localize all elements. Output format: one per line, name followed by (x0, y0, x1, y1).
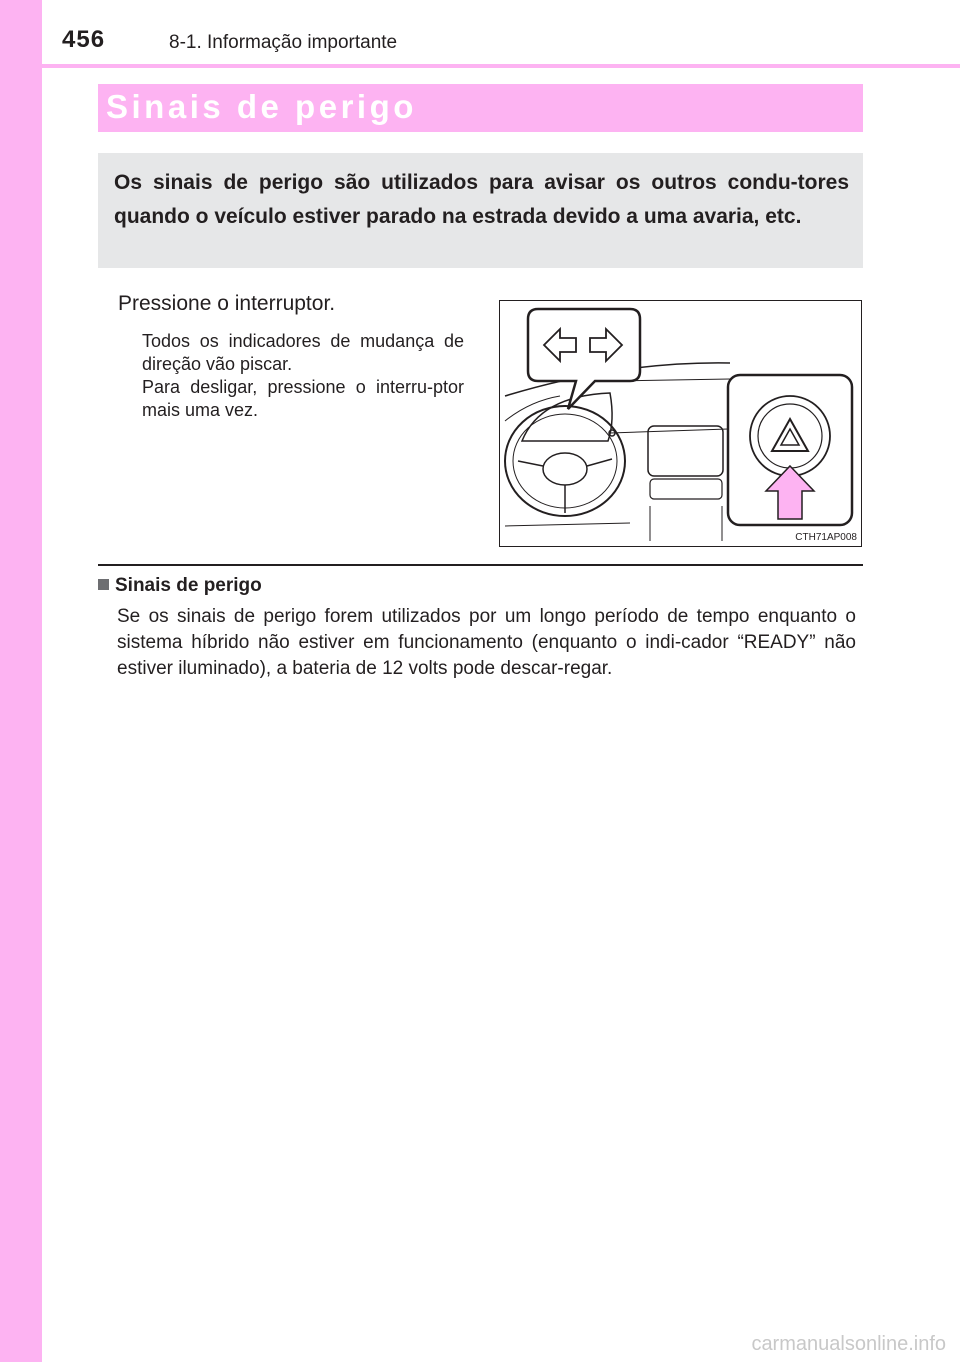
note-heading-text: Sinais de perigo (115, 575, 262, 596)
chapter-title: 8-1. Informação importante (169, 32, 398, 53)
square-bullet-icon (98, 579, 109, 590)
instruction-detail-line2: Para desligar, pressione o interru-ptor mais uma vez. (142, 377, 464, 420)
figure-code: CTH71AP008 (795, 532, 857, 543)
page-number: 456 (62, 26, 106, 53)
instruction-detail (142, 330, 464, 422)
hazard-switch-illustration (499, 300, 862, 547)
intro-text: Os sinais de perigo são utilizados para avisar os outros condu-tores quando o veículo estiver parado na estrada devido a uma avaria, etc. (114, 171, 849, 228)
section-banner (98, 84, 863, 132)
dashboard-drawing (500, 301, 861, 546)
side-color-strip (0, 0, 42, 1362)
section-divider (98, 564, 863, 566)
instruction-step: Pressione o interruptor. (118, 292, 336, 315)
note-body: Se os sinais de perigo forem utilizados por um longo período de tempo enquanto o sistema híbrido não estiver em funcionamento (enquanto o indi-cador “READY” não estiver iluminado), a bateria de 12 volts pode descar-regar. (117, 606, 856, 679)
note-heading (98, 575, 262, 597)
watermark: carmanualsonline.info (751, 1333, 946, 1355)
section-title: Sinais de perigo (106, 88, 417, 125)
intro-box (98, 153, 863, 268)
instruction-detail-line1: Todos os indicadores de mudança de direção vão piscar. (142, 331, 464, 374)
header-rule (42, 64, 960, 68)
